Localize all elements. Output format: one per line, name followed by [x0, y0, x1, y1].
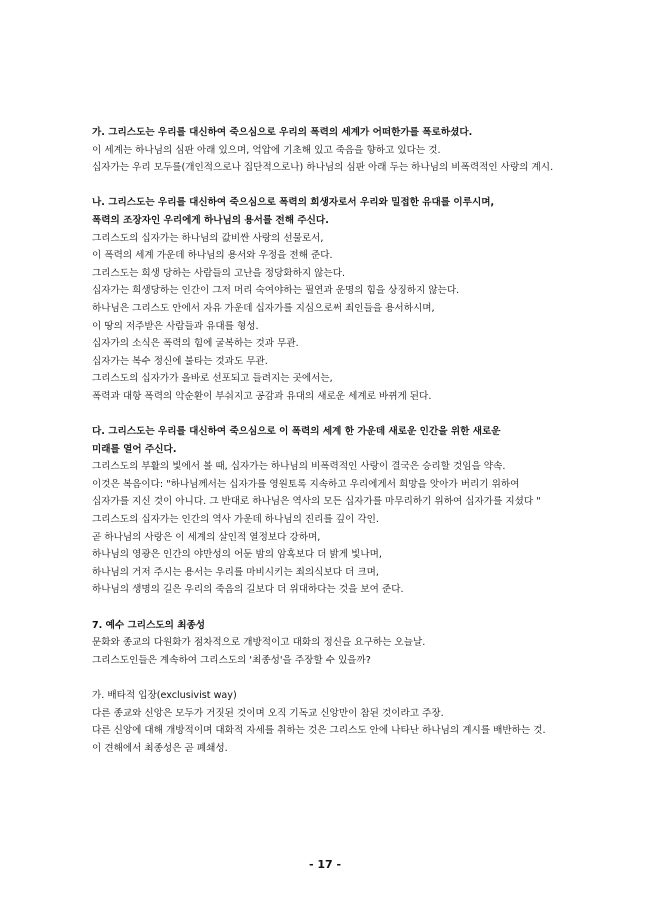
section-heading: 미래를 열어 주신다.	[92, 443, 177, 455]
body-line: 이 세계는 하나님의 심판 아래 있으며, 억압에 기초해 있고 죽음을 향하고 있다는 것.	[92, 144, 441, 156]
body-line: 폭력과 대항 폭력의 악순환이 부숴지고 공감과 유대의 새로운 세계로 바뀌게 된다.	[92, 390, 432, 402]
body-line: 이 땅의 저주받은 사람들과 유대를 형성.	[92, 320, 259, 332]
body-line: 하나님은 그리스도 안에서 자유 가운데 십자가를 지심으로써 죄인들을 용서하시며,	[92, 302, 435, 314]
section-ga	[92, 124, 558, 177]
section-heading: 나. 그리스도는 우리를 대신하여 죽으심으로 폭력의 희생자로서 우리와 밀접한 유대를 이루시며,	[92, 197, 495, 209]
body-line: 하나님의 영광은 인간의 야만성의 어둔 밤의 암흑보다 더 밝게 빛나며,	[92, 549, 382, 561]
spacer	[92, 669, 558, 687]
body-line: 십자가는 희생당하는 인간이 그저 머리 숙여야하는 필연과 운명의 힘을 상징하지 않는다.	[92, 285, 460, 297]
body-line: 그리스도는 희생 당하는 사람들의 고난을 정당화하지 않는다.	[92, 267, 346, 279]
body-line: 이것은 복음이다: "하나님께서는 십자가를 영원토록 지속하고 우리에게서 희망을 앗아가 버리기 위하여 십자가를 지신 것이 아니다. 그 반대로 하나님은 역사의 모든 십자가를 마무리하기 위하여 십자가를 지셨다 "	[92, 478, 541, 508]
section-heading: 7. 예수 그리스도의 최종성	[92, 619, 206, 631]
section-heading: 폭력의 조장자인 우리에게 하나님의 용서를 전해 주신다.	[92, 214, 329, 226]
document-body	[92, 124, 558, 757]
section-7	[92, 617, 558, 670]
spacer	[92, 599, 558, 617]
spacer	[92, 406, 558, 424]
body-line: 그리스도의 십자가가 올바로 선포되고 들려지는 곳에서는,	[92, 373, 333, 385]
body-line: 문화와 종교의 다원화가 점차적으로 개방적이고 대화의 정신을 요구하는 오늘날.	[92, 637, 426, 649]
body-line: 십자가의 소식은 폭력의 힘에 굴복하는 것과 무관.	[92, 338, 299, 350]
body-line: 십자가는 복수 정신에 불타는 것과도 무관.	[92, 355, 268, 367]
body-line: 그리스도의 부활의 빛에서 볼 때, 십자가는 하나님의 비폭력적인 사랑이 결국은 승리할 것임을 약속.	[92, 461, 506, 473]
section-na	[92, 194, 558, 405]
body-line: 그리스도인들은 계속하여 그리스도의 '최종성'을 주장할 수 있을까?	[92, 654, 371, 666]
spacer	[92, 177, 558, 195]
body-line: 다른 종교와 신앙은 모두가 거짓된 것이며 오직 기독교 신앙만이 참된 것이라고 주장.	[92, 707, 444, 719]
subsection-title: 가. 배타적 입장(exclusivist way)	[92, 690, 237, 701]
body-line: 그리스도의 십자가는 인간의 역사 가운데 하나님의 진리를 깊이 각인.	[92, 514, 379, 526]
body-line: 곧 하나님의 사랑은 이 세계의 살인적 열정보다 강하며,	[92, 531, 321, 543]
section-heading: 가. 그리스도는 우리를 대신하여 죽으심으로 우리의 폭력의 세계가 어떠한가를 폭로하셨다.	[92, 127, 473, 138]
body-line: 이 견해에서 최종성은 곧 폐쇄성.	[92, 742, 228, 754]
body-line: 십자가는 우리 모두를(개인적으로나 집단적으로나) 하나님의 심판 아래 두는 하나님의 비폭력적인 사랑의 계시.	[92, 162, 554, 174]
body-line: 그리스도의 십자가는 하나님의 값비싼 사랑의 선물로서,	[92, 232, 324, 244]
section-da	[92, 423, 558, 599]
section-exclusivist	[92, 687, 558, 757]
body-line: 다른 신앙에 대해 개방적이며 대화적 자세를 취하는 것은 그리스도 안에 나타난 하나님의 계시를 배반하는 것.	[92, 725, 546, 737]
body-line: 이 폭력의 세계 가운데 하나님의 용서와 우정을 전해 준다.	[92, 250, 333, 262]
body-line: 하나님의 생명의 길은 우리의 죽음의 길보다 더 위대하다는 것을 보여 준다.	[92, 584, 404, 596]
section-heading: 다. 그리스도는 우리를 대신하여 죽으심으로 이 폭력의 세계 한 가운데 새로운 인간을 위한 새로운	[92, 426, 501, 438]
body-line: 하나님의 거저 주시는 용서는 우리를 마비시키는 죄의식보다 더 크며,	[92, 566, 379, 578]
page-number: - 17 -	[308, 858, 342, 871]
